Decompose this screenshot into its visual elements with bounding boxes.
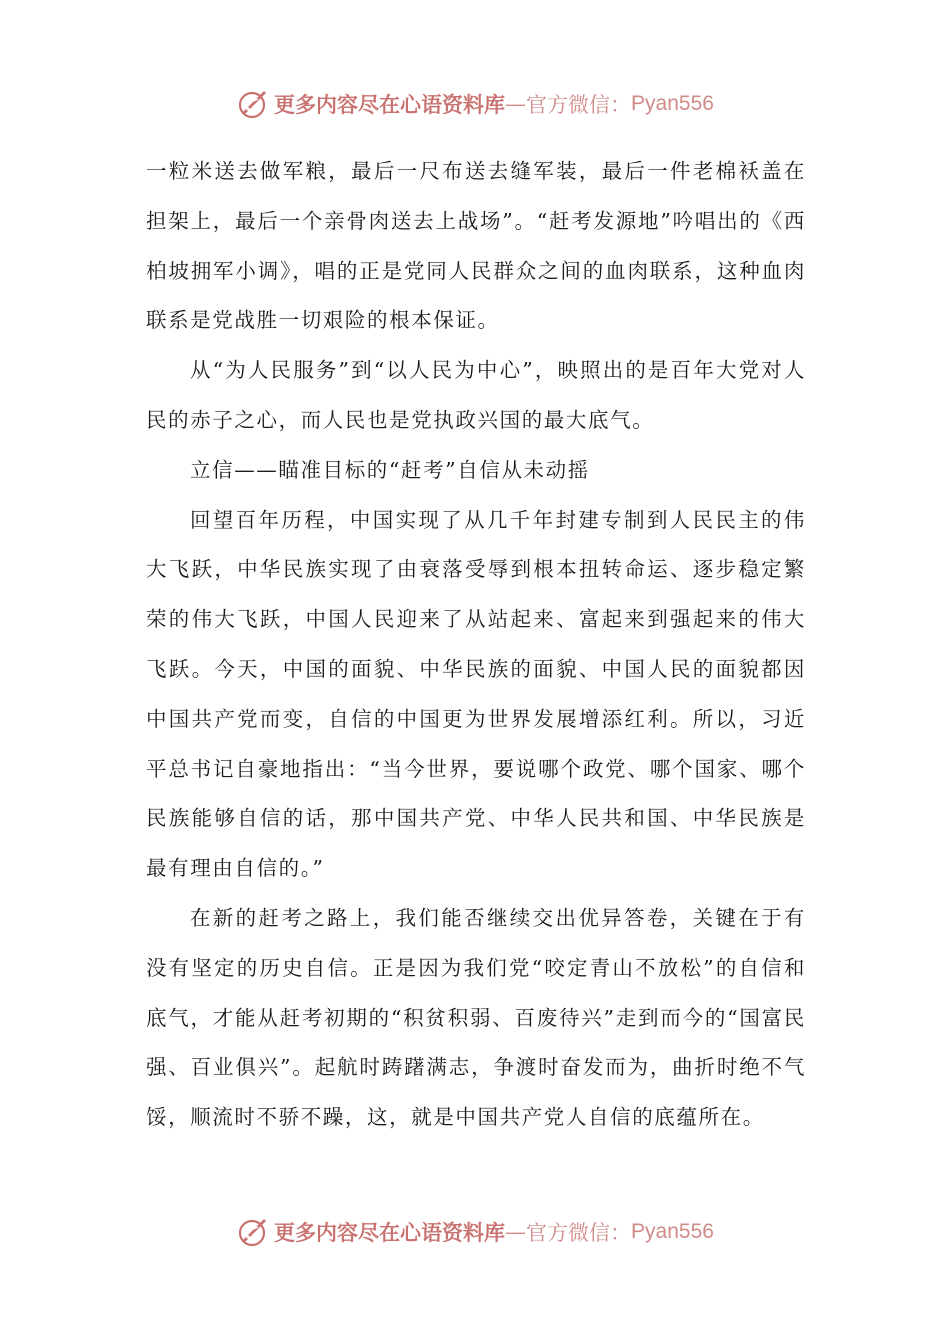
header-separator: — (505, 92, 527, 116)
header-official-label: 官方微信： (526, 93, 632, 117)
footer-official-label: 官方微信： (526, 1221, 632, 1245)
header-banner (0, 84, 950, 124)
footer-wechat-id: Pyan556 (631, 1220, 714, 1243)
footer-separator: — (505, 1220, 527, 1244)
document-body (146, 147, 806, 1143)
header-brand-text: 更多内容尽在心语资料库 (274, 92, 506, 117)
header-wechat-id: Pyan556 (631, 92, 714, 115)
paragraph-4: 在新的赶考之路上，我们能否继续交出优异答卷，关键在于有没有坚定的历史自信。正是因为我们党“咬定青山不放松”的自信和底气，才能从赶考初期的“积贫积弱、百废待兴”走到而今的“国富民强、百业俱兴”。起航时踌躇满志，争渡时奋发而为，曲折时绝不气馁，顺流时不骄不躁，这，就是中国共产党人自信的底蕴所在。 (146, 905, 806, 1130)
footer-brand-text: 更多内容尽在心语资料库 (274, 1220, 506, 1245)
paragraph-3: 回望百年历程，中国实现了从几千年封建专制到人民民主的伟大飞跃，中华民族实现了由衰落受辱到根本扭转命运、逐步稳定繁荣的伟大飞跃，中国人民迎来了从站起来、富起来到强起来的伟大飞跃。今天，中国的面貌、中华民族的面貌、中国人民的面貌都因中国共产党而变，自信的中国更为世界发展增添红利。所以，习近平总书记自豪地指出：“当今世界，要说哪个政党、哪个国家、哪个民族能够自信的话，那中国共产党、中华人民共和国、中华民族是最有理由自信的。” (146, 507, 806, 881)
paragraph-2: 从“为人民服务”到“以人民为中心”，映照出的是百年大党对人民的赤子之心，而人民也是党执政兴国的最大底气。 (146, 358, 806, 432)
pen-nib-logo-icon (236, 87, 270, 121)
pen-nib-logo-icon (236, 1215, 270, 1249)
section-heading: 立信——瞄准目标的“赶考”自信从未动摇 (190, 457, 590, 482)
footer-banner (0, 1212, 950, 1252)
paragraph-1: 一粒米送去做军粮，最后一尺布送去缝军装，最后一件老棉袄盖在担架上，最后一个亲骨肉送去上战场”。“赶考发源地”吟唱出的《西柏坡拥军小调》，唱的正是党同人民群众之间的血肉联系，这种血肉联系是党战胜一切艰险的根本保证。 (146, 159, 806, 333)
